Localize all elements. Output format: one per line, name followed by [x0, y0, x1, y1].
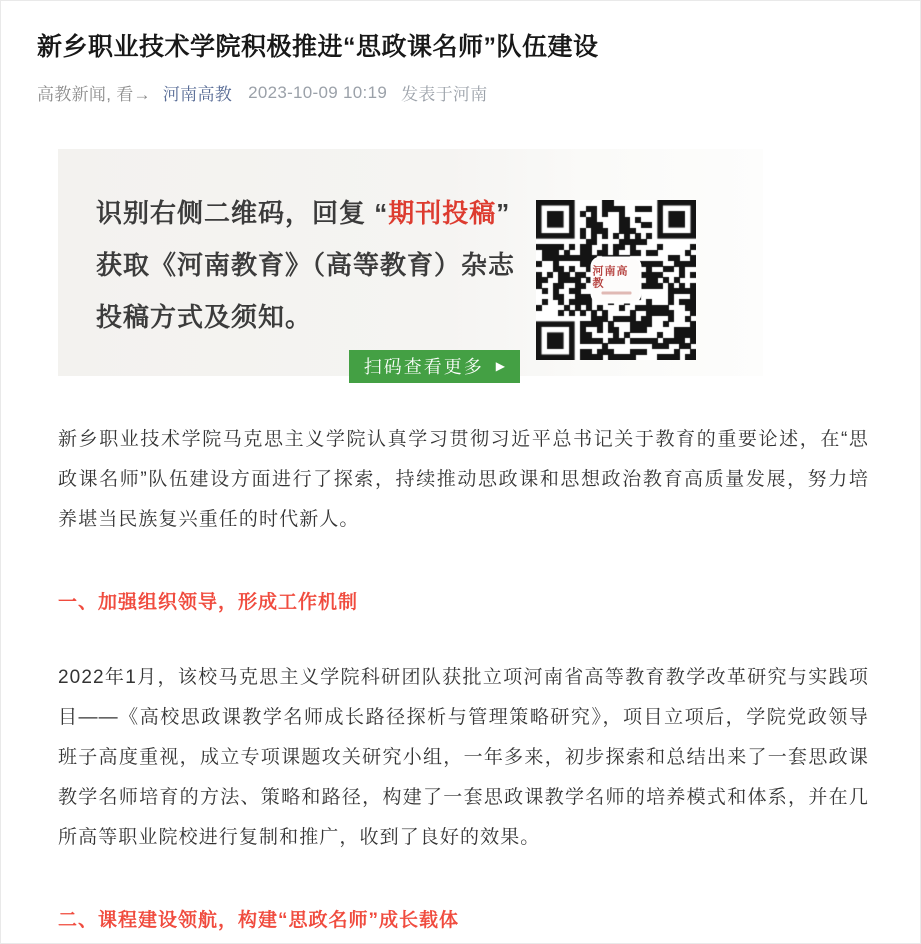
qr-logo-text: 河南高教 — [592, 265, 629, 290]
account-link[interactable]: 河南高教 — [162, 85, 233, 104]
banner-line-1-suffix: ” — [496, 198, 511, 228]
page-title: 新乡职业技术学院积极推进“思政课名师”队伍建设 — [37, 33, 599, 61]
section-heading-1: 一、加强组织领导，形成工作机制 — [58, 592, 359, 613]
qr-code — [536, 200, 696, 360]
play-arrow-icon: ▶ — [495, 359, 505, 373]
banner-line-3: 投稿方式及须知。 — [96, 302, 313, 332]
scan-more-button[interactable] — [349, 350, 520, 383]
section-heading-2: 二、课程建设领航，构建“思政名师”成长载体 — [58, 910, 460, 931]
banner-line-2: 获取《河南教育》（高等教育）杂志 — [96, 250, 516, 280]
banner-line-1 — [96, 187, 520, 239]
banner-line-1-prefix: 识别右侧二维码，回复 “ — [96, 198, 389, 228]
publish-location: 发表于河南 — [401, 85, 488, 104]
article-header — [1, 1, 920, 105]
banner-text-block — [58, 149, 520, 383]
banner-highlight-keyword: 期刊投稿 — [388, 198, 497, 228]
meta-topic: 高教新闻, 看→ — [37, 85, 151, 104]
paragraph-1: 新乡职业技术学院马克思主义学院认真学习贯彻习近平总书记关于教育的重要论述，在“思政课名师”队伍建设方面进行了探索，持续推动思政课和思想政治教育高质量发展，努力培养堪当民族复兴重任的时代新人。 — [58, 429, 869, 530]
paragraph-2: 2022年1月，该校马克思主义学院科研团队获批立项河南省高等教育教学改革研究与实践项目——《高校思政课教学名师成长路径探析与管理策略研究》，项目立项后，学院党政领导班子高度重视，成立专项课题攻关研究小组，一年多来，初步探索和总结出来了一套思政课教学名师培育的方法、策略和路径，构建了一套思政课教学名师的培养模式和体系，并在几所高等职业院校进行复制和推广，收到了良好的效果。 — [58, 667, 869, 848]
promo-banner-image[interactable] — [58, 149, 763, 376]
article-meta — [37, 80, 880, 105]
scan-more-label: 扫码查看更多 — [363, 357, 484, 377]
publish-time: 2023-10-09 10:19 — [248, 82, 388, 102]
article-body — [1, 149, 920, 934]
qr-center-logo — [593, 259, 640, 302]
qr-logo-subline — [601, 292, 631, 295]
